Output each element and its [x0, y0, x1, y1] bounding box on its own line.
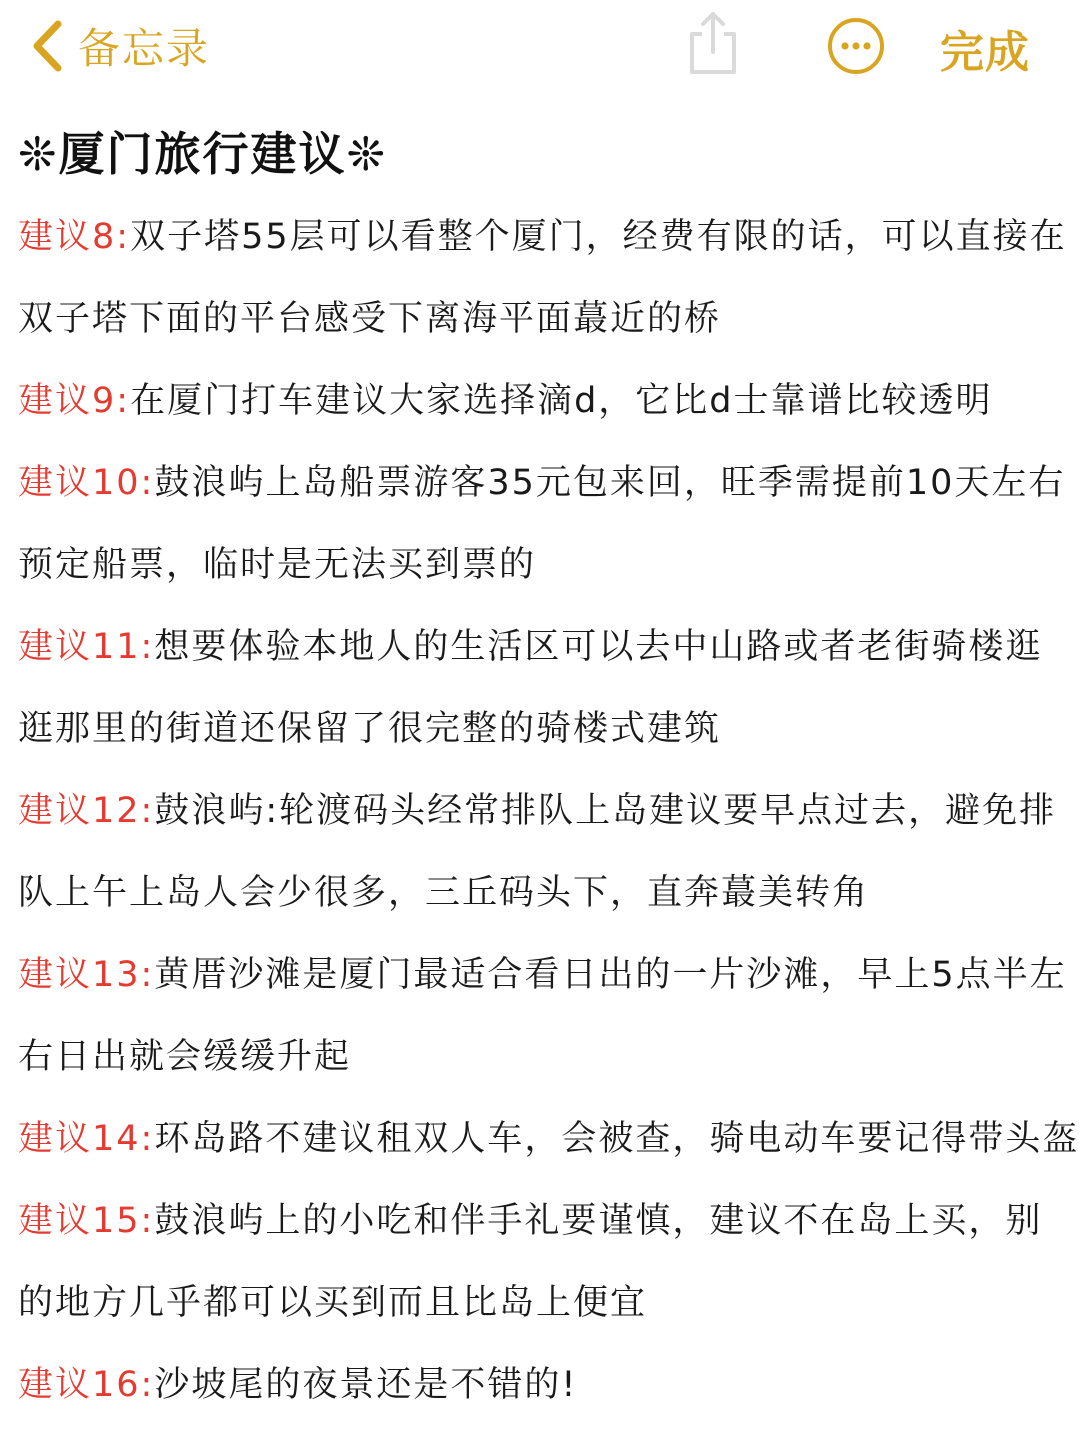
tip-label: 建议11:: [18, 627, 155, 667]
note-line: [18, 360, 1068, 442]
note-line: [18, 770, 1068, 852]
share-icon: [682, 63, 744, 82]
note-line: [18, 1262, 1068, 1344]
back-button[interactable]: [30, 14, 210, 78]
tip-text: 预定船票，临时是无法买到票的: [18, 545, 537, 585]
tip-label: 建议16:: [18, 1365, 155, 1405]
note-line: [18, 442, 1068, 524]
tip-label: 建议15:: [18, 1201, 155, 1241]
note-line: [18, 934, 1068, 1016]
tip-label: 建议14:: [18, 1119, 155, 1159]
tip-text: 鼓浪屿:轮渡码头经常排队上岛建议要早点过去，避免排: [154, 791, 1057, 831]
done-button[interactable]: 完成: [940, 27, 1030, 78]
note-line: [18, 1098, 1080, 1180]
tip-text: 想要体验本地人的生活区可以去中山路或者老街骑楼逛: [154, 627, 1043, 667]
tip-text: 双子塔55层可以看整个厦门，经费有限的话，可以直接在: [130, 217, 1067, 257]
tip-label: 建议9:: [18, 381, 131, 421]
tip-text: 鼓浪屿上岛船票游客35元包来回，旺季需提前10天左右: [154, 463, 1066, 503]
tip-text: 双子塔下面的平台感受下离海平面蕞近的桥: [18, 299, 722, 339]
tip-text: 鼓浪屿上的小吃和伴手礼要谨慎，建议不在岛上买，别: [154, 1201, 1043, 1241]
note-line: [18, 606, 1068, 688]
note-line: [18, 852, 1068, 934]
note-title: ❊厦门旅行建议❊: [18, 127, 388, 181]
note-line: [18, 196, 1068, 278]
more-button[interactable]: [826, 16, 886, 76]
tip-label: 建议8:: [18, 217, 131, 257]
chevron-left-icon: [30, 20, 64, 72]
note-line: [18, 524, 1068, 606]
tip-text: 环岛路不建议租双人车，会被查，骑电动车要记得带头盔: [154, 1119, 1080, 1159]
note-line: [18, 1344, 1068, 1426]
tip-text: 沙坡尾的夜景还是不错的!: [154, 1365, 578, 1405]
tip-label: 建议12:: [18, 791, 155, 831]
note-line: [18, 1016, 1068, 1098]
back-label: 备忘录: [78, 24, 211, 73]
note-line: [18, 1180, 1068, 1262]
note-line: [18, 688, 1068, 770]
tip-text: 逛那里的街道还保留了很完整的骑楼式建筑: [18, 709, 722, 749]
tip-text: 队上午上岛人会少很多，三丘码头下，直奔蕞美转角: [18, 873, 870, 913]
tip-text: 黄厝沙滩是厦门最适合看日出的一片沙滩，早上5点半左: [154, 955, 1067, 995]
note-body[interactable]: [18, 196, 1080, 1426]
tip-label: 建议13:: [18, 955, 155, 995]
more-icon: [826, 61, 886, 80]
tip-text: 的地方几乎都可以买到而且比岛上便宜: [18, 1283, 648, 1323]
share-button[interactable]: [682, 8, 744, 78]
tip-label: 建议10:: [18, 463, 155, 503]
tip-text: 右日出就会缓缓升起: [18, 1037, 352, 1077]
tip-text: 在厦门打车建议大家选择滴d，它比d士靠谱比较透明: [130, 381, 993, 421]
note-line: [18, 278, 1068, 360]
navigation-bar: [0, 0, 1080, 100]
